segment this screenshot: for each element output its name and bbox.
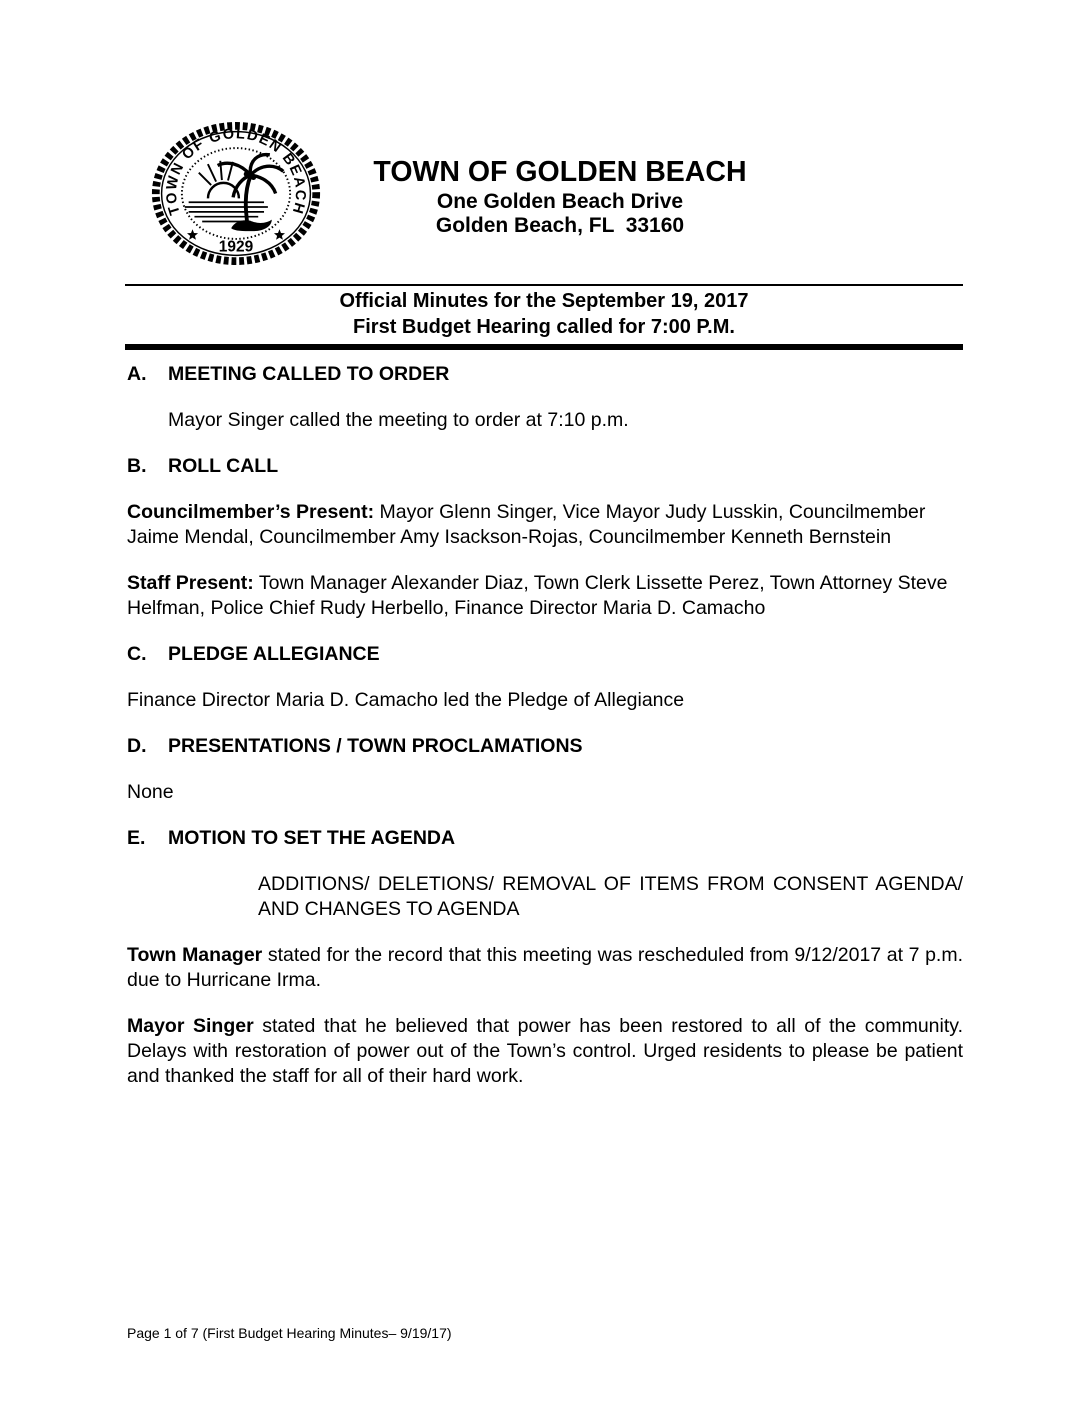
banner-divider	[125, 344, 963, 350]
mayor-singer-statement	[127, 1014, 963, 1089]
town-manager-statement	[127, 943, 963, 993]
town-seal-graphic	[150, 120, 322, 267]
page-footer: Page 1 of 7 (First Budget Hearing Minutes– 9/19/17)	[127, 1325, 452, 1341]
section-c-body: Finance Director Maria D. Camacho led the Pledge of Allegiance	[127, 689, 685, 711]
section-a-label: A.	[127, 363, 147, 385]
section-e-subitem: ADDITIONS/ DELETIONS/ REMOVAL OF ITEMS FROM CONSENT AGENDA/ AND CHANGES TO AGENDA	[258, 873, 963, 920]
section-a-body: Mayor Singer called the meeting to order at 7:10 p.m.	[168, 409, 629, 431]
town-manager-statement-text: stated for the record that this meeting was rescheduled from 9/12/2017 at 7 p.m. due to Hurricane Irma.	[127, 944, 963, 991]
section-e-label: E.	[127, 827, 146, 849]
coconut	[244, 171, 250, 177]
org-title: TOWN OF GOLDEN BEACH	[373, 156, 747, 188]
minutes-body	[127, 362, 963, 1110]
section-d-title: PRESENTATIONS / TOWN PROCLAMATIONS	[168, 735, 583, 757]
section-c-title: PLEDGE ALLEGIANCE	[168, 643, 380, 665]
section-b-title: ROLL CALL	[168, 455, 279, 477]
section-b-label: B.	[127, 455, 147, 477]
section-a-heading	[127, 362, 963, 387]
council-present-text: Mayor Glenn Singer, Vice Mayor Judy Lusskin, Councilmember Jaime Mendal, Councilmember Amy Isackson-Rojas, Councilmember Kenneth Bernstein	[127, 501, 926, 548]
seal-scene	[185, 155, 284, 232]
staff-present-paragraph	[127, 571, 963, 621]
palm-trunk	[246, 176, 251, 226]
seal-star-right-icon	[274, 229, 285, 239]
council-present-paragraph	[127, 500, 963, 550]
section-a-title: MEETING CALLED TO ORDER	[168, 363, 450, 385]
address-line-2: Golden Beach, FL 33160	[435, 213, 685, 237]
staff-present-lead: Staff Present:	[127, 572, 254, 594]
section-d-label: D.	[127, 735, 147, 757]
minutes-banner	[125, 284, 963, 350]
banner-line-1: Official Minutes for the September 19, 2017	[339, 290, 749, 312]
council-present-lead: Councilmember’s Present:	[127, 501, 375, 523]
mayor-singer-statement-lead: Mayor Singer	[127, 1015, 254, 1037]
section-d-body: None	[127, 781, 174, 803]
seal-year-text: 1929	[218, 238, 254, 256]
section-e-heading	[127, 826, 963, 851]
staff-present-text: Town Manager Alexander Diaz, Town Clerk Lissette Perez, Town Attorney Steve Helfman, Police Chief Rudy Herbello, Finance Director Maria D. Camacho	[127, 572, 948, 619]
seal-star-left-icon	[187, 229, 198, 239]
town-seal	[150, 120, 322, 272]
banner-line-2: First Budget Hearing called for 7:00 P.M.	[353, 315, 735, 338]
section-d-heading	[127, 734, 963, 759]
section-e-title: MOTION TO SET THE AGENDA	[168, 827, 456, 849]
section-c-label: C.	[127, 643, 147, 665]
mayor-singer-statement-text: stated that he believed that power has been restored to all of the community. Delays with restoration of power out of the Town’s control. Urged residents to please be patient and thanked the staff for all of their hard work.	[127, 1015, 963, 1087]
town-manager-statement-lead: Town Manager	[127, 944, 263, 966]
seal-ring-textpath: TOWN OF GOLDEN BEACH	[163, 126, 309, 217]
letterhead	[340, 154, 780, 237]
section-c-heading	[127, 642, 963, 667]
section-b-heading	[127, 454, 963, 479]
address-line-1: One Golden Beach Drive	[436, 190, 684, 213]
